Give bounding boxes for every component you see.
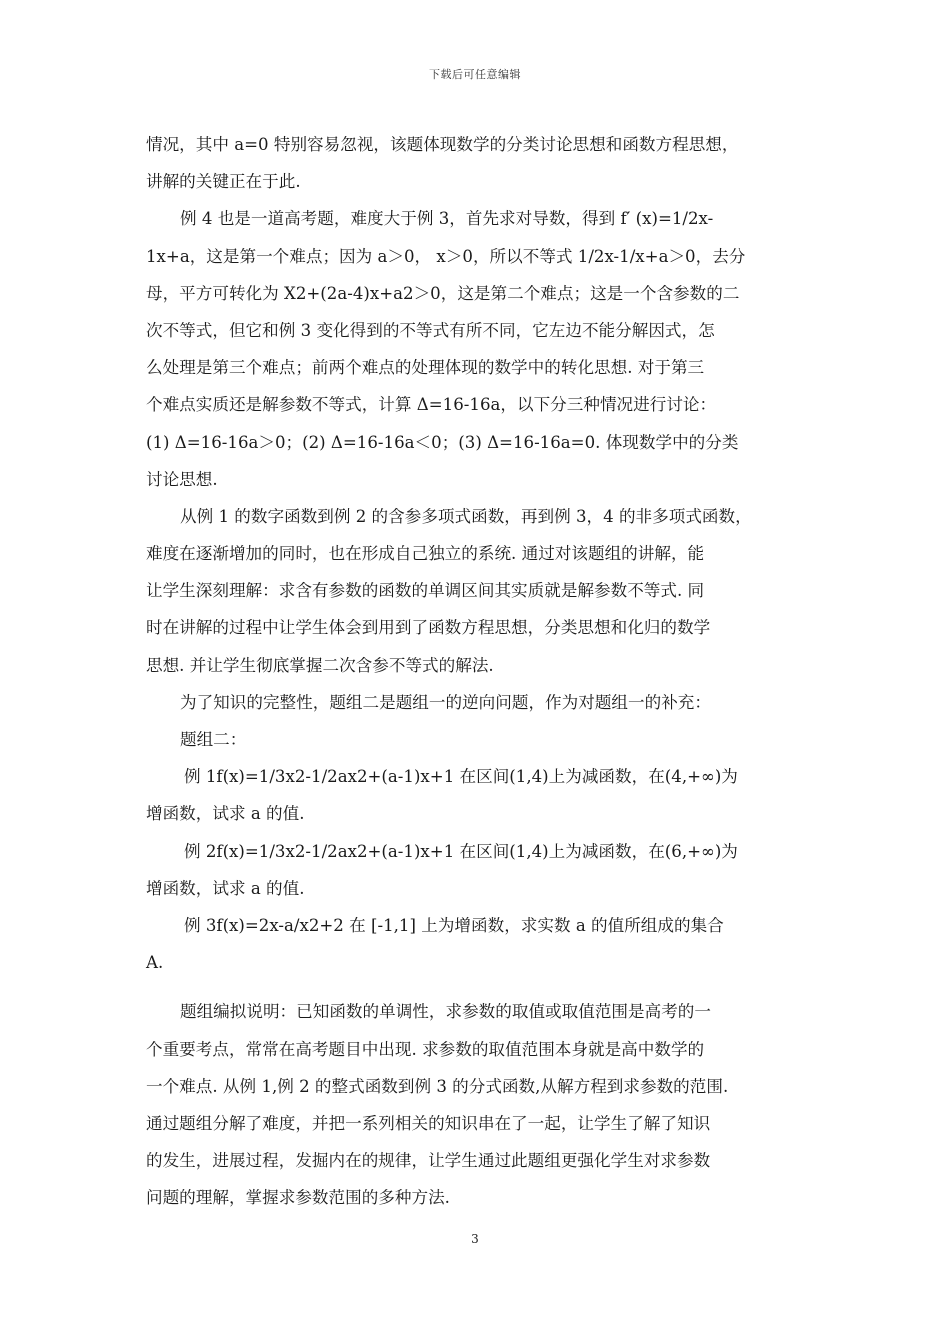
text-line: 增函数，试求 a 的值. (146, 804, 305, 824)
text-line: 情况，其中 a=0 特别容易忽视，该题体现数学的分类讨论思想和函数方程思想， (146, 135, 739, 154)
text-line: 讲解的关键正在于此. (146, 172, 301, 192)
text-line: 次不等式，但它和例 3 变化得到的不等式有所不同，它左边不能分解因式，怎 (146, 320, 715, 340)
text-line: 例 1f(x)=1/3x2-1/2ax2+(a-1)x+1 在区间(1,4)上为减函数，在(4,+∞)为 (184, 767, 738, 787)
text-line: 时在讲解的过程中让学生体会到用到了函数方程思想，分类思想和化归的数学 (146, 618, 711, 638)
text-line: 例 3f(x)=2x-a/x2+2 在 [-1,1] 上为增函数，求实数 a 的值所组成的集合 (184, 915, 724, 935)
text-line: 的发生，进展过程，发掘内在的规律，让学生通过此题组更强化学生对求参数 (146, 1151, 711, 1171)
document-body (146, 126, 816, 1216)
text-line: 一个难点. 从例 1,例 2 的整式函数到例 3 的分式函数,从解方程到求参数的范围. (146, 1076, 729, 1096)
text-line: 题组编拟说明：已知函数的单调性，求参数的取值或取值范围是高考的一 (180, 1002, 711, 1022)
text-line: 讨论思想. (146, 469, 218, 489)
text-line: 个重要考点，常常在高考题目中出现. 求参数的取值范围本身就是高中数学的 (146, 1039, 705, 1059)
text-line: 题组二： (180, 730, 247, 749)
text-line: 让学生深刻理解：求含有参数的函数的单调区间其实质就是解参数不等式. 同 (146, 581, 705, 601)
text-line: 例 2f(x)=1/3x2-1/2ax2+(a-1)x+1 在区间(1,4)上为减函数，在(6,+∞)为 (184, 841, 738, 861)
page-header: 下载后可任意编辑 (429, 68, 521, 81)
text-line: 从例 1 的数字函数到例 2 的含参多项式函数，再到例 3，4 的非多项式函数， (180, 506, 752, 526)
text-line: A. (146, 953, 164, 973)
text-line: 1x+a，这是第一个难点；因为 a＞0， x＞0，所以不等式 1/2x-1/x+a＞0，去分 (146, 246, 746, 266)
text-line: 思想. 并让学生彻底掌握二次含参不等式的解法. (146, 655, 494, 675)
text-line: 母，平方可转化为 X2+(2a-4)x+a2＞0，这是第二个难点；这是一个含参数的二 (146, 283, 740, 303)
text-line: 为了知识的完整性，题组二是题组一的逆向问题，作为对题组一的补充： (180, 692, 711, 712)
page-number: 3 (471, 1232, 479, 1246)
text-line: 例 4 也是一道高考题，难度大于例 3，首先求对导数，得到 f′ (x)=1/2x- (180, 209, 714, 229)
text-line: 通过题组分解了难度，并把一系列相关的知识串在了一起，让学生了解了知识 (146, 1113, 711, 1133)
text-line: 增函数，试求 a 的值. (146, 878, 305, 898)
paragraph-gap (146, 981, 816, 993)
text-line: (1) Δ=16-16a＞0；(2) Δ=16-16a＜0；(3) Δ=16-16a=0. 体现数学中的分类 (146, 432, 739, 452)
text-line: 难度在逐渐增加的同时，也在形成自己独立的系统. 通过对该题组的讲解，能 (146, 544, 705, 564)
text-line: 问题的理解，掌握求参数范围的多种方法. (146, 1188, 450, 1208)
text-line: 个难点实质还是解参数不等式，计算 Δ=16-16a，以下分三种情况进行讨论： (146, 395, 717, 415)
text-line: 么处理是第三个难点；前两个难点的处理体现的数学中的转化思想. 对于第三 (146, 358, 705, 378)
